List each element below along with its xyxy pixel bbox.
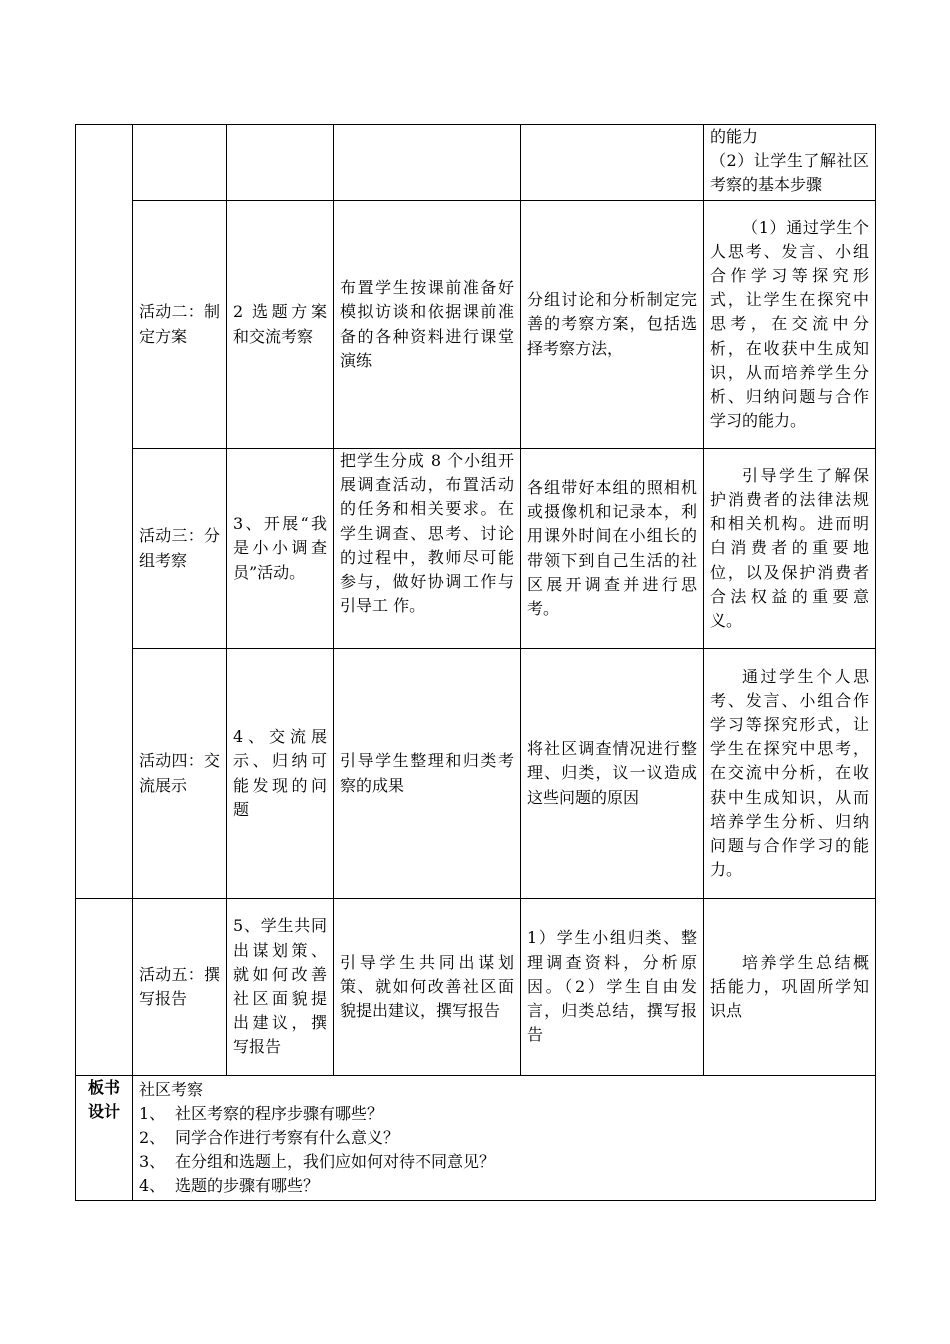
- board-title: 社区考察: [139, 1080, 204, 1099]
- teacher-cell: [334, 125, 521, 201]
- table-row: [76, 449, 876, 649]
- board-item: 1、 社区考察的程序步骤有哪些？: [139, 1104, 384, 1123]
- activity-cell: [133, 125, 227, 201]
- content-cell: 4、交流展示、归纳可能发现的问题: [227, 649, 334, 899]
- student-cell: 各组带好本组的照相机或摄像机和记录本，利用课外时间在小组长的带领下到自己生活的社区展开调查并进行思考。: [521, 449, 704, 649]
- board-design-label-text: 板书设计: [87, 1078, 120, 1122]
- intent-cell: [704, 125, 876, 201]
- stage-cell: [76, 899, 133, 1076]
- intent-cell: 通过学生个人思考、发言、小组合作学习等探究形式，让学生在探究中思考，在交流中分析，在收获中生成知识，从而培养学生分析、归纳问题与合作学习的能力。: [704, 649, 876, 899]
- board-item: 3、 在分组和选题上，我们应如何对待不同意见？: [139, 1152, 496, 1171]
- intent-line: 的能力: [710, 127, 759, 146]
- table-row: [76, 899, 876, 1076]
- board-item: 4、 选题的步骤有哪些？: [139, 1176, 320, 1195]
- teacher-cell: 引导学生共同出谋划策、就如何改善社区面貌提出建议，撰写报告: [334, 899, 521, 1076]
- stage-cell: [76, 125, 133, 899]
- student-cell: 1）学生小组归类、整理调查资料，分析原因。（2）学生自由发言，归类总结，撰写报告: [521, 899, 704, 1076]
- lesson-plan-page: [75, 124, 876, 1201]
- teacher-cell: 布置学生按课前准备好模拟访谈和依据课前准备的各种资料进行课堂演练: [334, 201, 521, 449]
- teacher-cell: 把学生分成 8 个小组开展调查活动，布置活动的任务和相关要求。在学生调查、思考、讨论的过程中，教师尽可能参与，做好协调工作与引导工 作。: [334, 449, 521, 649]
- student-cell: 将社区调查情况进行整理、归类，议一议造成这些问题的原因: [521, 649, 704, 899]
- board-design-label: [76, 1076, 133, 1201]
- board-item: 2、 同学合作进行考察有什么意义？: [139, 1128, 400, 1147]
- teacher-cell: 引导学生整理和归类考察的成果: [334, 649, 521, 899]
- content-cell: 2 选题方案和交流考察: [227, 201, 334, 449]
- activity-cell: 活动四：交流展示: [133, 649, 227, 899]
- content-cell: [227, 125, 334, 201]
- activity-cell: 活动五：撰写报告: [133, 899, 227, 1076]
- activity-cell: 活动二：制定方案: [133, 201, 227, 449]
- table-row: [76, 201, 876, 449]
- intent-cell: （1）通过学生个人思考、发言、小组合作学习等探究形式，让学生在探究中思考，在交流中分析，在收获中生成知识，从而培养学生分析、归纳问题与合作学习的能力。: [704, 201, 876, 449]
- intent-line: （2）让学生了解社区考察的基本步骤: [710, 151, 869, 195]
- board-design-content: [133, 1076, 876, 1201]
- content-cell: 5、学生共同出谋划策、就如何改善社区面貌提出建议，撰写报告: [227, 899, 334, 1076]
- activity-cell: 活动三：分组考察: [133, 449, 227, 649]
- student-cell: [521, 125, 704, 201]
- table-row: [76, 125, 876, 201]
- student-cell: 分组讨论和分析制定完善的考察方案，包括选择考察方法，: [521, 201, 704, 449]
- board-design-row: [76, 1076, 876, 1201]
- intent-cell: 培养学生总结概括能力，巩固所学知识点: [704, 899, 876, 1076]
- content-cell: 3、开展“我是小小调查员”活动。: [227, 449, 334, 649]
- table-row: [76, 649, 876, 899]
- lesson-plan-table: [75, 124, 876, 1201]
- intent-cell: 引导学生了解保护消费者的法律法规和相关机构。进而明白消费者的重要地位，以及保护消费者合法权益的重要意义。: [704, 449, 876, 649]
